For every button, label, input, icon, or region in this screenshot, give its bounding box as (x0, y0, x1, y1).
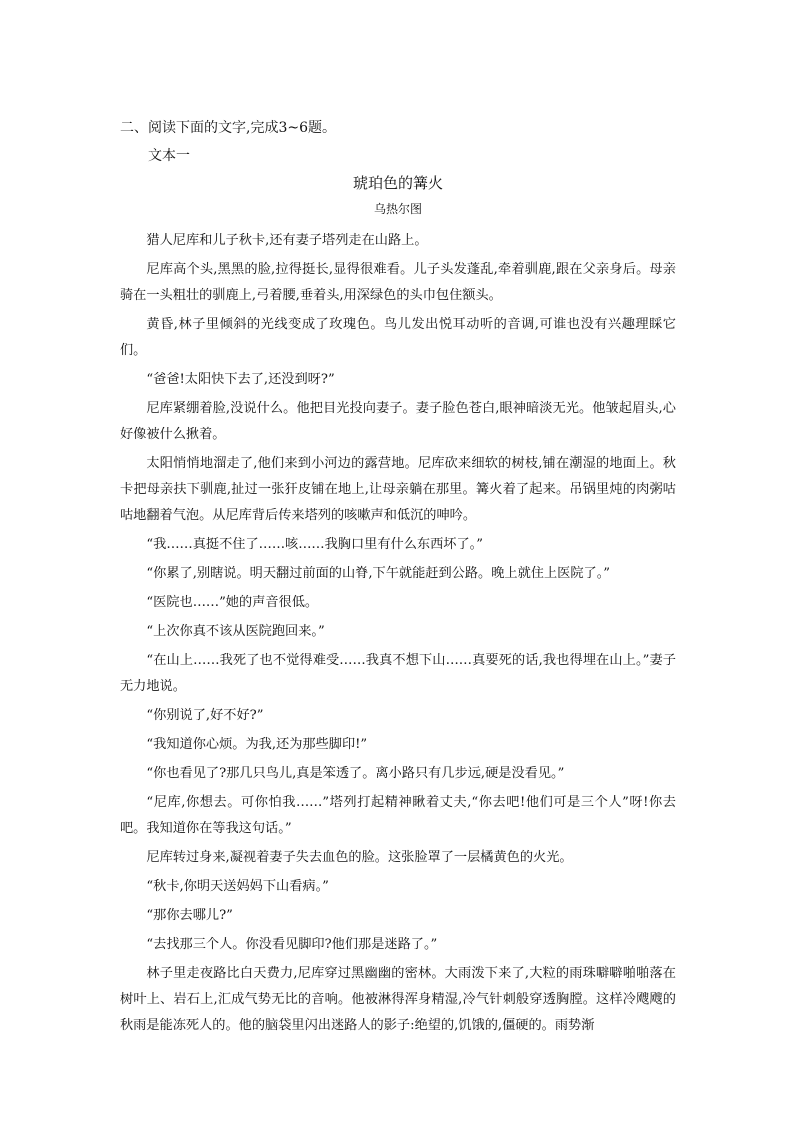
paragraph: “爸爸!太阳快下去了,还没到呀?” (146, 372, 335, 387)
paragraph: 猎人尼库和儿子秋卡,还有妻子塔列走在山路上。 (146, 233, 428, 248)
paragraph: “那你去哪儿?” (146, 908, 233, 923)
paragraph: 尼库高个头,黑黑的脸,拉得挺长,显得很难看。儿子头发蓬乱,牵着驯鹿,跟在父亲身后。母亲骑在一头粗壮的驯鹿上,弓着腰,垂着头,用深绿色的头巾包住额头。 (120, 262, 676, 303)
paragraph: “秋卡,你明天送妈妈下山看病。” (146, 879, 329, 894)
paragraph: 尼库紧绷着脸,没说什么。他把目光投向妻子。妻子脸色苍白,眼神暗淡无光。他皱起眉头,心好像被什么揪着。 (120, 401, 676, 442)
paragraph: “你累了,别瞎说。明天翻过前面的山脊,下午就能赶到公路。晚上就住上医院了。” (146, 566, 611, 581)
paragraph: “尼库,你想去。可你怕我……”塔列打起精神瞅着丈夫,“你去吧!他们可是三个人”呀!你去吧。我知道你在等我这句话。” (120, 795, 676, 836)
paragraph: “你别说了,好不好?” (146, 708, 264, 723)
section-heading: 二、阅读下面的文字,完成3~6题。 (120, 120, 336, 136)
document-content (120, 118, 676, 1042)
text-label: 文本一 (148, 148, 190, 164)
paragraph: “医院也……”她的声音很低。 (146, 595, 319, 610)
paragraph: “我……真挺不住了……咳……我胸口里有什么东西坏了。” (146, 537, 483, 552)
paragraph: 林子里走夜路比白天费力,尼库穿过黑幽幽的密林。大雨泼下来了,大粒的雨珠噼噼啪啪落在树叶上、岩石上,汇成气势无比的音响。他被淋得浑身精湿,冷气针刺般穿透胸膛。这样冷飕飕的秋雨是能冻死人的。他的脑袋里闪出迷路人的影子:绝望的,饥饿的,僵硬的。雨势渐 (120, 966, 676, 1033)
paragraph: “去找那三个人。你没看见脚印?他们那是迷路了。” (146, 937, 438, 952)
article-author: 乌热尔图 (373, 202, 422, 216)
paragraph: 太阳悄悄地溜走了,他们来到小河边的露营地。尼库砍来细软的树枝,铺在潮湿的地面上。秋卡把母亲扶下驯鹿,扯过一张犴皮铺在地上,让母亲躺在那里。篝火着了起来。吊锅里炖的肉粥咕咕地翻着气泡。从尼库背后传来塔列的咳嗽声和低沉的呻吟。 (120, 456, 676, 523)
article-title: 琥珀色的篝火 (352, 174, 443, 192)
paragraph: “上次你真不该从医院跑回来。” (146, 624, 325, 639)
paragraph: 黄昏,林子里倾斜的光线变成了玫瑰色。鸟儿发出悦耳动听的音调,可谁也没有兴趣理睬它们。 (120, 317, 676, 358)
paragraph: “在山上……我死了也不觉得难受……我真不想下山……真要死的话,我也得埋在山上。”妻子无力地说。 (120, 653, 676, 694)
paragraph: “你也看见了?那几只鸟儿,真是笨透了。离小路只有几步远,硬是没看见。” (146, 766, 565, 781)
paragraph: 尼库转过身来,凝视着妻子失去血色的脸。这张脸罩了一层橘黄色的火光。 (146, 850, 573, 865)
paragraph: “我知道你心烦。为我,还为那些脚印!” (146, 737, 368, 752)
